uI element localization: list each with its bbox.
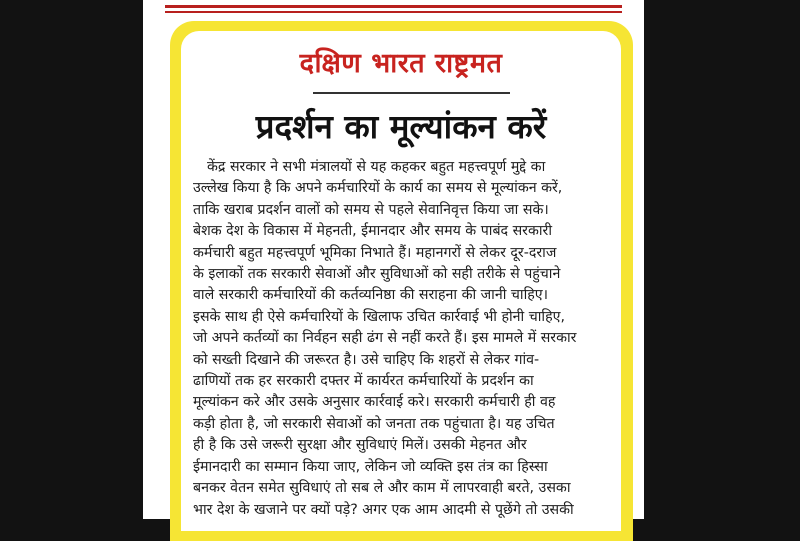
body-line: मूल्यांकन करे और उसके अनुसार कार्रवाई करे। सरकारी कर्मचारी ही वह [193, 394, 556, 411]
newspaper-clipping [143, 0, 644, 519]
body-line: उल्लेख किया है कि अपने कर्मचारियों के कार्य का समय से मूल्यांकन करें, [193, 180, 563, 197]
body-line: ईमानदारी का सम्मान किया जाए, लेकिन जो व्यक्ति इस तंत्र का हिस्सा [193, 458, 548, 475]
body-line: केंद्र सरकार ने सभी मंत्रालयों से यह कहकर बहुत महत्त्वपूर्ण मुद्दे का [207, 159, 546, 175]
body-line: वाले सरकारी कर्मचारियों की कर्तव्यनिष्ठा की सराहना की जानी चाहिए। [193, 287, 549, 304]
masthead: दक्षिण भारत राष्ट्रमत [299, 48, 503, 79]
body-line: कड़ी होता है, जो सरकारी सेवाओं को जनता तक पहुंचाता है। यह उचित [193, 415, 555, 432]
body-line: बनकर वेतन समेत सुविधाएं तो सब ले और काम में लापरवाही बरते, उसका [193, 480, 571, 497]
body-line: ही है कि उसे जरूरी सुरक्षा और सुविधाएं मिलें। उसकी मेहनत और [193, 437, 527, 454]
body-line: को सख्ती दिखाने की जरूरत है। उसे चाहिए कि शहरों से लेकर गांव- [193, 351, 540, 368]
top-rule [165, 5, 622, 8]
body-line: इसके साथ ही ऐसे कर्मचारियों के खिलाफ उचित कार्रवाई भी होनी चाहिए, [193, 308, 565, 325]
body-line: ढाणियों तक हर सरकारी दफ्तर में कार्यरत कर्मचारियों के प्रदर्शन का [193, 373, 534, 390]
article-body [193, 157, 611, 521]
headline: प्रदर्शन का मूल्यांकन करें [255, 107, 547, 146]
body-line: बेशक देश के विकास में मेहनती, ईमानदार और समय के पाबंद सरकारी [193, 223, 553, 240]
top-rule-thin [165, 11, 622, 13]
body-line: जो अपने कर्तव्यों का निर्वहन सही ढंग से नहीं करते हैं। इस मामले में सरकार [193, 330, 577, 347]
article-sheet [181, 31, 621, 531]
body-line: कर्मचारी बहुत महत्त्वपूर्ण भूमिका निभाते हैं। महानगरों से लेकर दूर-दराज [193, 244, 557, 261]
body-line: के इलाकों तक सरकारी सेवाओं और सुविधाओं को सही तरीके से पहुंचाने [193, 266, 561, 283]
body-line: भार देश के खजाने पर क्यों पड़े? अगर एक आम आदमी से पूछेंगे तो उसकी [193, 501, 574, 518]
body-line: ताकि खराब प्रदर्शन वालों को समय से पहले सेवानिवृत्त किया जा सके। [193, 201, 549, 218]
masthead-underline [313, 92, 510, 94]
